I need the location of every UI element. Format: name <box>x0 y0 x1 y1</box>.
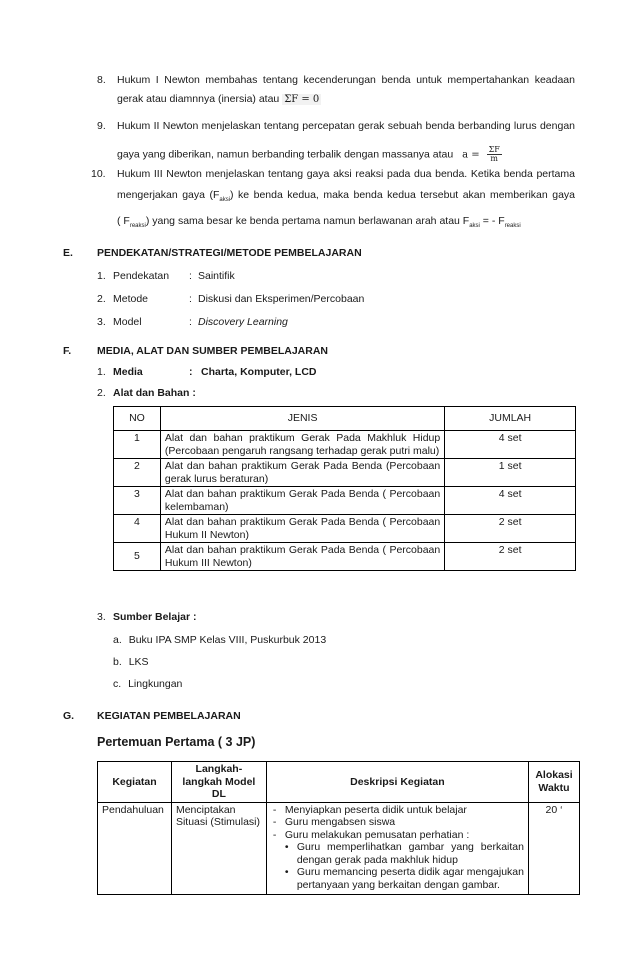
item-text-line2: gaya yang diberikan, namun berbanding terbalik dengan massanya atau <box>117 148 454 161</box>
item-text-line1: Hukum II Newton menjelaskan tentang percepatan gerak sebuah benda berbanding lurus dengan <box>117 120 575 132</box>
table-row <box>114 543 576 571</box>
list-item: • Guru memancing peserta didik agar mengajukan pertanyaan yang berkaitan dengan gambar. <box>271 866 524 891</box>
section-g-title: KEGIATAN PEMBELAJARAN <box>97 710 241 722</box>
section-e-row-1 <box>97 270 497 282</box>
cell-jumlah: 2 set <box>445 515 576 543</box>
formula-sum-f-zero: ΣF = 0 <box>284 93 320 105</box>
section-f-title: MEDIA, ALAT DAN SUMBER PEMBELAJARAN <box>97 345 328 357</box>
item-number: 8. <box>97 74 106 86</box>
sumber-item-a <box>113 634 326 646</box>
row-number: 1. <box>97 270 106 282</box>
alat-row <box>97 387 497 399</box>
cell-no: 5 <box>114 543 161 571</box>
formula-fraction <box>487 146 502 163</box>
subscript-reaksi: reaksi <box>504 223 521 230</box>
cell-jenis: Alat dan bahan praktikum Gerak Pada Benda ( Percobaan kelembaman) <box>160 487 444 515</box>
section-e-title: PENDEKATAN/STRATEGI/METODE PEMBELAJARAN <box>97 247 362 259</box>
cell-jenis: Alat dan bahan praktikum Gerak Pada Makhluk Hidup (Percobaan pengaruh rangsang terhadap gerak putri malu) <box>160 431 444 459</box>
row-label: Metode <box>113 293 149 305</box>
activity-list <box>271 804 524 842</box>
row-label: Model <box>113 316 142 328</box>
item-text: Lingkungan <box>128 678 183 690</box>
cell-jumlah: 4 set <box>445 431 576 459</box>
item-letter: c. <box>113 678 122 690</box>
header-jenis: JENIS <box>160 407 444 431</box>
item-number: 9. <box>97 120 106 132</box>
list-item-9 <box>97 120 575 163</box>
item-number: 10. <box>91 168 106 180</box>
item-letter: b. <box>113 656 122 668</box>
item-text-line2: gerak atau diamnnya (inersia) atau <box>117 93 280 105</box>
cell-kegiatan: Pendahuluan <box>98 802 172 895</box>
kegiatan-table <box>97 761 580 895</box>
cell-no: 2 <box>114 459 161 487</box>
row-value: Diskusi dan Eksperimen/Percobaan <box>198 293 365 305</box>
meeting-subtitle: Pertemuan Pertama ( 3 JP) <box>97 735 256 749</box>
list-item-8 <box>97 74 575 105</box>
subscript-reaksi: reaksi <box>129 223 146 230</box>
table-header-row <box>98 762 580 803</box>
item-text-line3b: ) yang sama besar ke benda pertama namun berlawanan arah atau F <box>145 215 470 228</box>
sumber-item-b <box>113 656 149 668</box>
media-label: Media <box>113 366 143 378</box>
formula-denominator: m <box>490 154 499 163</box>
row-number: 3. <box>97 316 106 328</box>
row-number: 1. <box>97 366 106 378</box>
table-row <box>114 431 576 459</box>
section-f-letter: F. <box>63 345 72 357</box>
cell-jumlah: 2 set <box>445 543 576 571</box>
section-e-row-3 <box>97 316 497 328</box>
item-text: Buku IPA SMP Kelas VIII, Puskurbuk 2013 <box>128 634 327 646</box>
table-header-row <box>114 407 576 431</box>
item-letter: a. <box>113 634 122 646</box>
cell-no: 1 <box>114 431 161 459</box>
item-text-line3c: = - F <box>479 215 505 228</box>
table-row <box>114 515 576 543</box>
header-deskripsi: Deskripsi Kegiatan <box>266 762 528 803</box>
item-text: LKS <box>128 656 149 668</box>
list-item: • Guru memperlihatkan gambar yang berkaitan dengan gerak pada makhluk hidup <box>271 841 524 866</box>
row-label: Pendekatan <box>113 270 170 282</box>
header-jumlah: JUMLAH <box>445 407 576 431</box>
list-item: - Guru melakukan pemusatan perhatian : <box>271 829 524 842</box>
row-number: 2. <box>97 293 106 305</box>
list-item-10 <box>91 167 576 233</box>
subscript-aksi: aksi <box>219 197 231 204</box>
sumber-row <box>97 611 497 623</box>
section-e-row-2 <box>97 293 497 305</box>
section-g-letter: G. <box>63 710 75 722</box>
item-text-line1: Hukum I Newton membahas tentang kecenderungan benda untuk mempertahankan keadaan <box>117 74 575 86</box>
cell-jumlah: 1 set <box>445 459 576 487</box>
cell-jenis: Alat dan bahan praktikum Gerak Pada Benda (Percobaan gerak lurus beraturan) <box>160 459 444 487</box>
cell-no: 4 <box>114 515 161 543</box>
item-text-line2b: ) ke benda kedua, maka benda kedua tersebut akan memberikan gaya <box>230 189 576 201</box>
header-alokasi: Alokasi Waktu <box>528 762 579 803</box>
sumber-label: Sumber Belajar : <box>113 611 197 623</box>
media-row <box>97 366 497 378</box>
header-langkah: Langkah-langkah Model DL <box>171 762 266 803</box>
item-text-line1: Hukum III Newton menjelaskan tentang gaya aksi reaksi pada dua benda. Ketika benda pertama <box>117 168 575 180</box>
row-number: 3. <box>97 611 106 623</box>
subscript-aksi: aksi <box>469 223 480 230</box>
section-e-letter: E. <box>63 247 73 259</box>
row-number: 2. <box>97 387 106 399</box>
list-item: - Menyiapkan peserta didik untuk belajar <box>271 804 524 817</box>
row-value: Discovery Learning <box>198 316 288 328</box>
table-row <box>114 459 576 487</box>
formula-newton-2 <box>462 146 502 163</box>
cell-deskripsi <box>266 802 528 895</box>
cell-alokasi: 20 ‘ <box>528 802 579 895</box>
cell-jenis: Alat dan bahan praktikum Gerak Pada Benda ( Percobaan Hukum II Newton) <box>160 515 444 543</box>
alat-label: Alat dan Bahan : <box>113 387 196 399</box>
media-value: Charta, Komputer, LCD <box>201 366 317 378</box>
item-text-line3a: ( F <box>117 215 130 228</box>
sumber-item-c <box>113 678 182 690</box>
header-kegiatan: Kegiatan <box>98 762 172 803</box>
row-separator: : <box>189 293 192 305</box>
row-separator: : <box>189 270 192 282</box>
alat-bahan-table <box>113 406 576 571</box>
header-no: NO <box>114 407 161 431</box>
row-value: Saintifik <box>198 270 235 282</box>
sub-activity-list <box>271 841 524 891</box>
table-row <box>98 802 580 895</box>
cell-jenis: Alat dan bahan praktikum Gerak Pada Benda ( Percobaan Hukum III Newton) <box>160 543 444 571</box>
row-separator: : <box>189 366 193 378</box>
cell-no: 3 <box>114 487 161 515</box>
row-separator: : <box>189 316 192 328</box>
cell-jumlah: 4 set <box>445 487 576 515</box>
cell-langkah: Menciptakan Situasi (Stimulasi) <box>171 802 266 895</box>
item-text-line2a: mengerjakan gaya (F <box>117 189 220 201</box>
formula-numerator: ΣF <box>488 145 500 154</box>
table-row <box>114 487 576 515</box>
list-item: - Guru mengabsen siswa <box>271 816 524 829</box>
formula-lhs: a = <box>462 149 480 161</box>
